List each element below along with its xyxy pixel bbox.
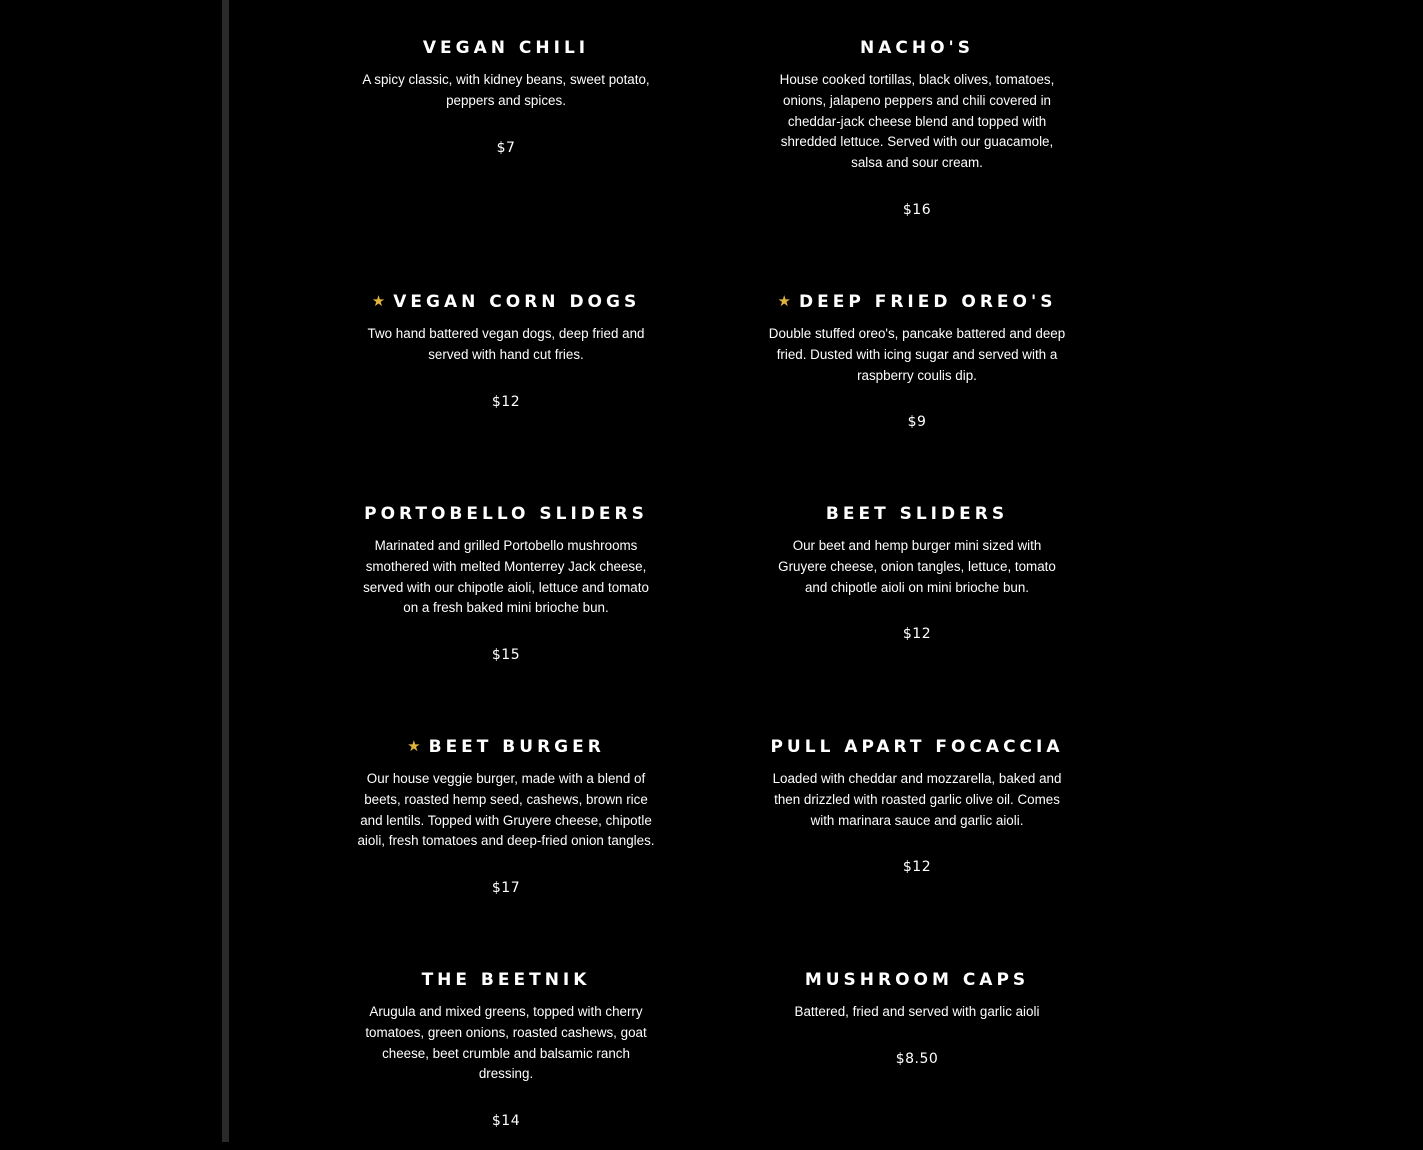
item-price: $17 <box>491 880 521 897</box>
item-description: Two hand battered vegan dogs, deep fried and served with hand cut fries. <box>367 326 645 362</box>
menu-item-mushroom-caps <box>757 969 1077 1069</box>
item-description: House cooked tortillas, black olives, tomatoes, onions, jalapeno peppers and chili covered in cheddar-jack cheese blend and topped with shredded lettuce. Served with our guacamole, salsa and sour cream. <box>779 72 1055 171</box>
menu-item-vegan-chili <box>346 37 666 158</box>
star-icon: ★ <box>777 292 791 310</box>
item-title: MUSHROOM CAPS <box>804 970 1030 990</box>
item-description: Our house veggie burger, made with a blend of beets, roasted hemp seed, cashews, brown rice and lentils. Topped with Gruyere cheese, chipotle aioli, fresh tomatoes and deep-fried onion tangles. <box>357 771 655 849</box>
item-description: Loaded with cheddar and mozzarella, baked and then drizzled with roasted garlic olive oil. Comes with marinara sauce and garlic aioli. <box>772 771 1062 828</box>
item-price: $8.50 <box>895 1050 939 1067</box>
item-description: A spicy classic, with kidney beans, sweet potato, peppers and spices. <box>362 72 650 108</box>
menu-item-portobello-sliders <box>346 503 666 665</box>
item-title: ★ DEEP FRIED OREO'S <box>777 292 1057 312</box>
star-icon: ★ <box>371 292 386 310</box>
item-title: BEET SLIDERS <box>825 504 1009 524</box>
item-description: Arugula and mixed greens, topped with cherry tomatoes, green onions, roasted cashews, goat cheese, beet crumble and balsamic ranch dressing. <box>365 1004 647 1082</box>
item-price: $12 <box>902 626 932 643</box>
item-price: $16 <box>902 201 932 218</box>
item-title: ★ BEET BURGER <box>407 737 605 757</box>
item-description: Marinated and grilled Portobello mushrooms smothered with melted Monterrey Jack cheese, served with our chipotle aioli, lettuce and tomato on a fresh baked mini brioche bun. <box>363 538 649 616</box>
item-price: $12 <box>902 859 932 876</box>
item-price: $14 <box>491 1113 521 1130</box>
menu-item-the-beetnik <box>346 969 666 1131</box>
item-title: PULL APART FOCACCIA <box>770 737 1064 757</box>
item-price: $7 <box>496 139 516 156</box>
menu-item-beet-burger <box>346 736 666 898</box>
item-title: THE BEETNIK <box>421 970 591 990</box>
item-title: PORTOBELLO SLIDERS <box>364 504 648 524</box>
item-description: Battered, fried and served with garlic aioli <box>794 1004 1040 1019</box>
item-price: $9 <box>907 414 927 431</box>
item-title: VEGAN CHILI <box>422 38 590 58</box>
item-price: $12 <box>491 393 521 410</box>
menu-item-pull-apart-focaccia <box>757 736 1077 877</box>
item-title: ★ VEGAN CORN DOGS <box>371 292 641 312</box>
item-description: Double stuffed oreo's, pancake battered and deep fried. Dusted with icing sugar and served with a raspberry coulis dip. <box>768 326 1066 383</box>
item-title: NACHO'S <box>860 38 974 58</box>
item-price: $15 <box>491 647 521 664</box>
menu-item-beet-sliders <box>757 503 1077 644</box>
menu-item-nachos <box>757 37 1077 220</box>
star-icon: ★ <box>407 737 421 755</box>
menu-item-vegan-corn-dogs <box>346 291 666 412</box>
menu-item-deep-fried-oreos <box>757 291 1077 432</box>
item-description: Our beet and hemp burger mini sized with Gruyere cheese, onion tangles, lettuce, tomato and chipotle aioli on mini brioche bun. <box>778 538 1056 595</box>
